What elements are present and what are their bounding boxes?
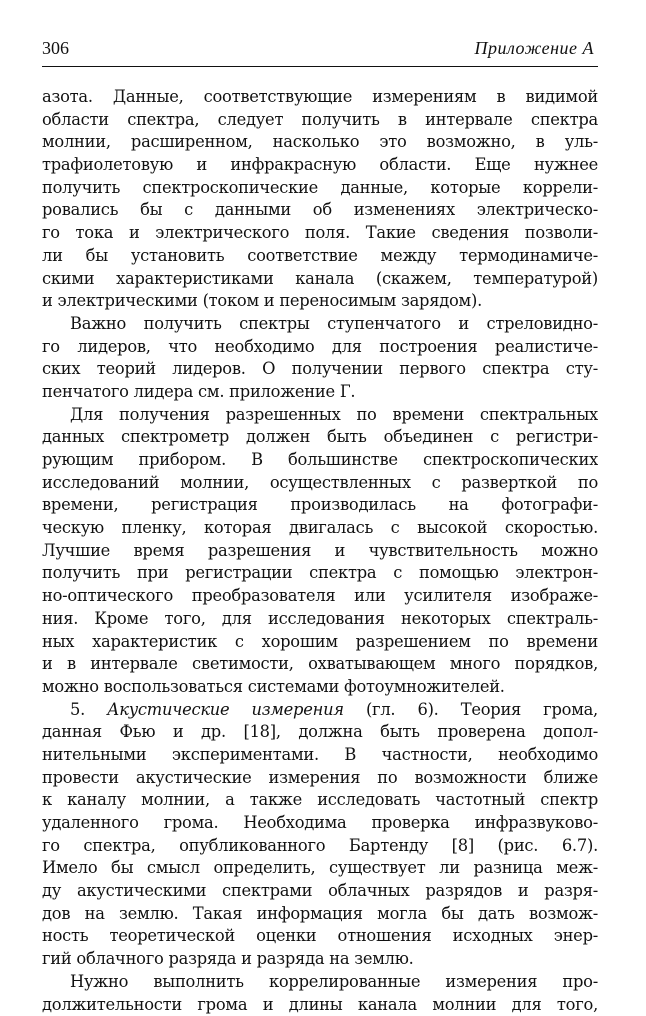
text-line: получить при регистрации спектра с помощью электрон- <box>42 562 598 585</box>
text-line: 5. Акустические измерения (гл. 6). Теория грома, <box>42 699 598 722</box>
text-line: и в интервале светимости, охватывающем много порядков, <box>42 653 598 676</box>
text-line: ли бы установить соответствие между термодинамиче- <box>42 245 598 268</box>
text-line: пенчатого лидера см. приложение Г. <box>42 381 598 404</box>
text-line: Имело бы смысл определить, существует ли разница меж- <box>42 857 598 880</box>
text-line: ческую пленку, которая двигалась с высокой скоростью. <box>42 517 598 540</box>
text-line: и электрическими (током и переносимым зарядом). <box>42 290 598 313</box>
text-line: удаленного грома. Необходима проверка инфразвуково- <box>42 812 598 835</box>
text-line: ния. Кроме того, для исследования некоторых спектраль- <box>42 608 598 631</box>
text-line: исследований молнии, осуществленных с разверткой по <box>42 472 598 495</box>
text-line: ровались бы с данными об изменениях электрическо- <box>42 199 598 222</box>
text-line: времени, регистрация производилась на фотографи- <box>42 494 598 517</box>
text-line: Лучшие время разрешения и чувствительность можно <box>42 540 598 563</box>
text-line: молнии, расширенном, насколько это возможно, в уль- <box>42 131 598 154</box>
text-line: области спектра, следует получить в интервале спектра <box>42 109 598 132</box>
text-line: азота. Данные, соответствующие измерениям в видимой <box>42 86 598 109</box>
text-line: дов на землю. Такая информация могла бы дать возмож- <box>42 903 598 926</box>
text-line: скими характеристиками канала (скажем, температурой) <box>42 268 598 291</box>
text-line: го тока и электрического поля. Такие сведения позволи- <box>42 222 598 245</box>
text-line: к каналу молнии, а также исследовать частотный спектр <box>42 789 598 812</box>
text-line: го спектра, опубликованного Бартенду [8] (рис. 6.7). <box>42 835 598 858</box>
text-line: ность теоретической оценки отношения исходных энер- <box>42 925 598 948</box>
text-line: должительности грома и длины канала молнии для того, <box>42 994 598 1016</box>
text-line: получить спектроскопические данные, которые коррели- <box>42 177 598 200</box>
text-line: гий облачного разряда и разряда на землю. <box>42 948 598 971</box>
text-line: провести акустические измерения по возможности ближе <box>42 767 598 790</box>
header-rule <box>42 66 598 67</box>
text-line: данная Фью и др. [18], должна быть проверена допол- <box>42 721 598 744</box>
text-line: Важно получить спектры ступенчатого и стреловидно- <box>42 313 598 336</box>
text-line: данных спектрометр должен быть объединен с регистри- <box>42 426 598 449</box>
text-line: Нужно выполнить коррелированные измерения про- <box>42 971 598 994</box>
text-line: можно воспользоваться системами фотоумножителей. <box>42 676 598 699</box>
page-header <box>42 38 598 64</box>
text-line: ских теорий лидеров. О получении первого спектра сту- <box>42 358 598 381</box>
text-line: трафиолетовую и инфракрасную области. Еще нужнее <box>42 154 598 177</box>
page-number: 306 <box>42 38 69 59</box>
italic-phrase: Акустические измерения <box>107 700 344 719</box>
text-line: нительными экспериментами. В частности, необходимо <box>42 744 598 767</box>
running-title: Приложение А <box>474 38 594 59</box>
text-line: рующим прибором. В большинстве спектроскопических <box>42 449 598 472</box>
text-line: но-оптического преобразователя или усилителя изображе- <box>42 585 598 608</box>
text-line: ду акустическими спектрами облачных разрядов и разря- <box>42 880 598 903</box>
text-line: го лидеров, что необходимо для построения реалистиче- <box>42 336 598 359</box>
text-line: Для получения разрешенных по времени спектральных <box>42 404 598 427</box>
text-line: ных характеристик с хорошим разрешением по времени <box>42 631 598 654</box>
body-text <box>42 86 598 1016</box>
